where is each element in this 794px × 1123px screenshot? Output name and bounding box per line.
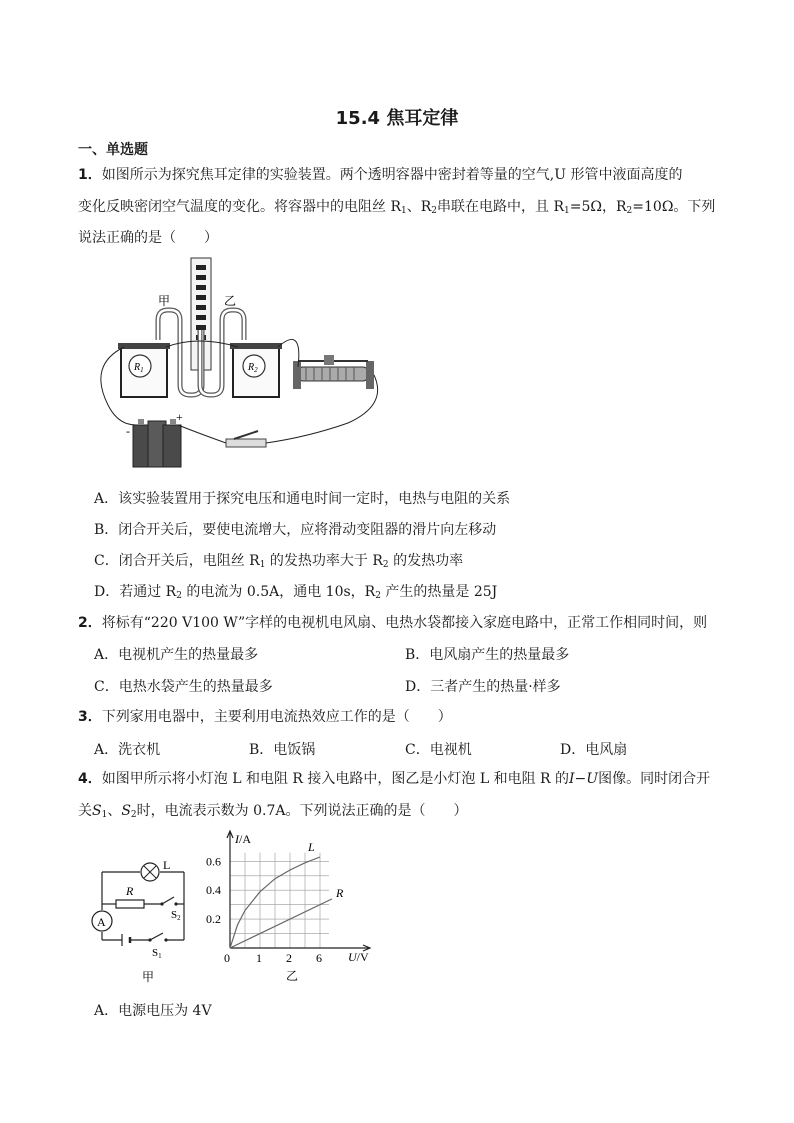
q2-stem: 2．将标有“220 V100 W”字样的电视机电风扇、电热水袋都接入家庭电路中，正常工作相同时间，则 — [78, 615, 708, 631]
q2-option-c[interactable]: C．电热水袋产生的热量最多 — [94, 679, 273, 695]
switch-icon — [226, 431, 266, 447]
battery-icon — [133, 419, 181, 467]
label-S1: S1 — [152, 947, 162, 960]
q4-line2: 关$S_1$、$S_2$时，电流表示数为 0.7A。下列说法正确的是（ ） — [78, 803, 468, 820]
chart-grid — [230, 853, 329, 948]
battery-plus: + — [176, 410, 183, 424]
q1-line3: 说法正确的是（ ） — [78, 230, 218, 246]
section-heading: 一、单选题 — [78, 142, 148, 158]
y-axis-label: I/A — [235, 832, 251, 846]
page-title: 15.4 焦耳定律 — [335, 108, 459, 129]
x-tick-label: 6 — [316, 951, 322, 965]
series-label-L: L — [308, 840, 315, 854]
x-axis-label: U/V — [348, 950, 369, 964]
q3-option-b[interactable]: B．电饭锅 — [249, 742, 316, 758]
x-tick-label: 2 — [286, 951, 292, 965]
label-r2: $R_2$ — [248, 362, 258, 374]
y-tick-label: 0.4 — [206, 883, 221, 898]
q1-line1: 1．如图所示为探究焦耳定律的实验装置。两个透明容器中密封着等量的空气,U 形管中液面高度的 — [78, 167, 683, 183]
q1-option-c[interactable]: C．闭合开关后，电阻丝 $R_1$ 的发热功率大于 $R_2$ 的发热功率 — [94, 553, 464, 570]
q4-number: 4． — [78, 771, 102, 787]
label-L: L — [163, 858, 171, 872]
label-jia: 甲 — [158, 294, 171, 308]
caption-yi: 乙 — [286, 969, 299, 983]
iu-chart — [200, 828, 380, 986]
rheostat-icon — [293, 355, 374, 389]
q2-number: 2． — [78, 615, 102, 631]
q2-option-a[interactable]: A．电视机产生的热量最多 — [94, 647, 259, 663]
q4-circuit-diagram — [88, 852, 200, 984]
q1-number: 1． — [78, 167, 102, 183]
chart-series — [230, 840, 344, 948]
q1-option-b[interactable]: B．闭合开关后，要使电流增大，应将滑动变阻器的滑片向左移动 — [94, 522, 497, 538]
y-tick-label: 0.2 — [206, 912, 221, 927]
label-yi: 乙 — [224, 294, 237, 308]
q1-line2: 变化反映密闭空气温度的变化。将容器中的电阻丝 $R_1$、$R_2$串联在电路中，且 $R_1=5\Omega$，$R_2=10\Omega$。下列 — [78, 199, 716, 216]
label-r1: $R_1$ — [134, 362, 144, 374]
joule-experiment-figure — [88, 255, 398, 475]
q3-option-d[interactable]: D．电风扇 — [560, 742, 628, 758]
q1-option-d[interactable]: D．若通过 $R_2$ 的电流为 0.5A，通电 10s，$R_2$ 产生的热量是 25J — [94, 584, 498, 601]
label-R: R — [126, 884, 134, 898]
q4-option-a[interactable]: A．电源电压为 4V — [94, 1003, 212, 1019]
caption-jia: 甲 — [142, 970, 155, 984]
series-line-R — [230, 899, 332, 948]
chart-axes — [227, 831, 370, 951]
q3-option-a[interactable]: A．洗衣机 — [94, 742, 161, 758]
q1-option-a[interactable]: A．该实验装置用于探究电压和通电时间一定时，电热与电阻的关系 — [94, 491, 511, 507]
q3-number: 3． — [78, 709, 102, 725]
q2-option-b[interactable]: B．电风扇产生的热量最多 — [405, 647, 570, 663]
label-S2: S2 — [171, 909, 181, 922]
x-tick-label: 1 — [256, 951, 262, 965]
svg-text:A: A — [97, 915, 106, 929]
q4-line1: 4．如图甲所示将小灯泡 L 和电阻 R 接入电路中，图乙是小灯泡 L 和电阻 R 的I−U图像。同时闭合开 — [78, 771, 711, 787]
q3-stem: 3．下列家用电器中，主要利用电流热效应工作的是（ ） — [78, 709, 452, 725]
q2-option-d[interactable]: D．三者产生的热量·样多 — [405, 679, 561, 695]
q3-option-c[interactable]: C．电视机 — [405, 742, 472, 758]
battery-minus: - — [126, 424, 130, 438]
x-tick-label: 0 — [224, 951, 230, 965]
y-tick-label: 0.6 — [206, 854, 221, 869]
series-label-R: R — [336, 885, 344, 900]
